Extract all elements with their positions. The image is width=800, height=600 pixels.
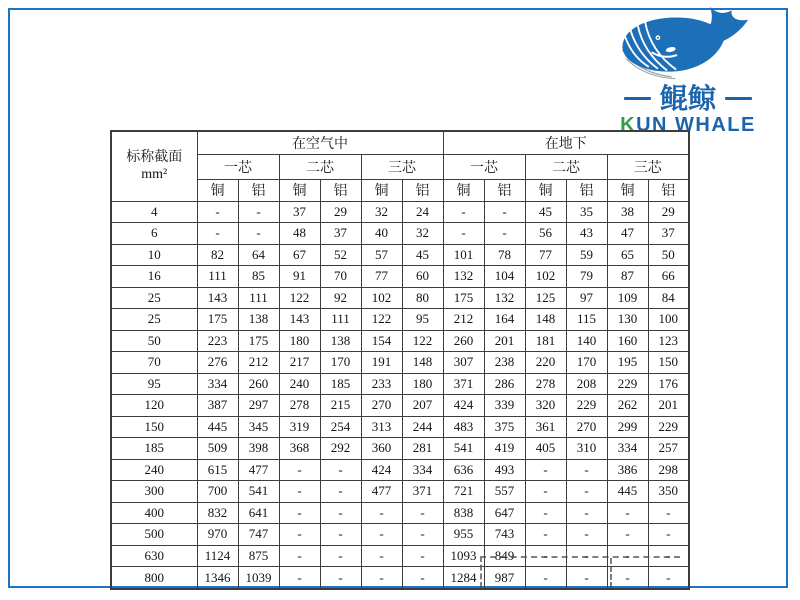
- value-cell: 260: [443, 330, 484, 352]
- logo-en-rest: UN WHALE: [636, 114, 756, 137]
- core-header: 三芯: [361, 154, 443, 179]
- value-cell: 220: [525, 352, 566, 374]
- value-cell: 238: [484, 352, 525, 374]
- material-header: 铜: [279, 179, 320, 201]
- logo-cn-text: 鲲鲸: [659, 83, 716, 114]
- value-cell: 37: [320, 223, 361, 245]
- value-cell: 445: [607, 481, 648, 503]
- value-cell: 405: [525, 438, 566, 460]
- value-cell: 483: [443, 416, 484, 438]
- value-cell: 148: [525, 309, 566, 331]
- logo: [590, 4, 786, 137]
- size-cell: 95: [111, 373, 197, 395]
- value-cell: 143: [197, 287, 238, 309]
- value-cell: 77: [525, 244, 566, 266]
- value-cell: 201: [484, 330, 525, 352]
- value-cell: -: [320, 459, 361, 481]
- logo-en-lead: K: [620, 114, 637, 137]
- value-cell: 299: [607, 416, 648, 438]
- value-cell: 24: [402, 201, 443, 223]
- value-cell: -: [238, 223, 279, 245]
- value-cell: 101: [443, 244, 484, 266]
- value-cell: 60: [402, 266, 443, 288]
- value-cell: -: [607, 524, 648, 546]
- value-cell: -: [443, 201, 484, 223]
- value-cell: 260: [238, 373, 279, 395]
- value-cell: -: [320, 502, 361, 524]
- value-cell: 140: [566, 330, 607, 352]
- value-cell: 1124: [197, 545, 238, 567]
- value-cell: 104: [484, 266, 525, 288]
- value-cell: 1039: [238, 567, 279, 589]
- core-header: 二芯: [525, 154, 607, 179]
- value-cell: 59: [566, 244, 607, 266]
- value-cell: 371: [402, 481, 443, 503]
- material-header: 铝: [238, 179, 279, 201]
- value-cell: 509: [197, 438, 238, 460]
- material-header: 铝: [648, 179, 689, 201]
- value-cell: -: [525, 545, 566, 567]
- value-cell: 176: [648, 373, 689, 395]
- value-cell: 334: [607, 438, 648, 460]
- value-cell: 181: [525, 330, 566, 352]
- value-cell: 160: [607, 330, 648, 352]
- value-cell: 276: [197, 352, 238, 374]
- size-cell: 150: [111, 416, 197, 438]
- value-cell: 191: [361, 352, 402, 374]
- size-cell: 16: [111, 266, 197, 288]
- value-cell: 70: [320, 266, 361, 288]
- table-row: [111, 266, 689, 288]
- value-cell: 334: [402, 459, 443, 481]
- value-cell: 130: [607, 309, 648, 331]
- value-cell: 636: [443, 459, 484, 481]
- value-cell: 229: [607, 373, 648, 395]
- table-row: [111, 459, 689, 481]
- value-cell: 102: [361, 287, 402, 309]
- table-row: [111, 223, 689, 245]
- value-cell: 115: [566, 309, 607, 331]
- value-cell: 541: [443, 438, 484, 460]
- header-row-materials: [111, 179, 689, 201]
- value-cell: 970: [197, 524, 238, 546]
- value-cell: 1093: [443, 545, 484, 567]
- size-cell: 25: [111, 309, 197, 331]
- value-cell: 254: [320, 416, 361, 438]
- value-cell: 307: [443, 352, 484, 374]
- corner-header-line2: mm²: [141, 167, 168, 183]
- material-header: 铝: [484, 179, 525, 201]
- size-cell: 400: [111, 502, 197, 524]
- core-header: 二芯: [279, 154, 361, 179]
- ampacity-table: [110, 130, 690, 590]
- table-row: [111, 416, 689, 438]
- table-row: [111, 309, 689, 331]
- value-cell: -: [361, 545, 402, 567]
- value-cell: 229: [566, 395, 607, 417]
- material-header: 铝: [320, 179, 361, 201]
- value-cell: 87: [607, 266, 648, 288]
- whale-icon: [602, 4, 774, 86]
- value-cell: 111: [320, 309, 361, 331]
- core-header: 一芯: [197, 154, 279, 179]
- value-cell: 122: [361, 309, 402, 331]
- table-row: [111, 287, 689, 309]
- table-row: [111, 244, 689, 266]
- value-cell: 743: [484, 524, 525, 546]
- spec-table: [110, 130, 690, 590]
- header-row-cores: [111, 154, 689, 179]
- material-header: 铝: [566, 179, 607, 201]
- table-row: [111, 481, 689, 503]
- value-cell: -: [279, 481, 320, 503]
- value-cell: 424: [361, 459, 402, 481]
- value-cell: 212: [443, 309, 484, 331]
- value-cell: 292: [320, 438, 361, 460]
- value-cell: 32: [361, 201, 402, 223]
- size-cell: 185: [111, 438, 197, 460]
- value-cell: 229: [648, 416, 689, 438]
- value-cell: 832: [197, 502, 238, 524]
- value-cell: 849: [484, 545, 525, 567]
- size-cell: 10: [111, 244, 197, 266]
- value-cell: 95: [402, 309, 443, 331]
- value-cell: 48: [279, 223, 320, 245]
- value-cell: 278: [279, 395, 320, 417]
- value-cell: 100: [648, 309, 689, 331]
- value-cell: 85: [238, 266, 279, 288]
- value-cell: -: [566, 545, 607, 567]
- value-cell: 50: [648, 244, 689, 266]
- value-cell: 361: [525, 416, 566, 438]
- value-cell: 40: [361, 223, 402, 245]
- value-cell: -: [320, 567, 361, 589]
- value-cell: 138: [238, 309, 279, 331]
- corner-header: [111, 131, 197, 201]
- material-header: 铝: [402, 179, 443, 201]
- value-cell: 175: [443, 287, 484, 309]
- value-cell: 175: [197, 309, 238, 331]
- value-cell: 154: [361, 330, 402, 352]
- size-cell: 6: [111, 223, 197, 245]
- value-cell: 371: [443, 373, 484, 395]
- value-cell: 138: [320, 330, 361, 352]
- value-cell: 195: [607, 352, 648, 374]
- size-cell: 800: [111, 567, 197, 589]
- value-cell: 215: [320, 395, 361, 417]
- value-cell: 38: [607, 201, 648, 223]
- value-cell: 164: [484, 309, 525, 331]
- value-cell: -: [648, 567, 689, 589]
- material-header: 铜: [361, 179, 402, 201]
- value-cell: -: [238, 201, 279, 223]
- value-cell: -: [525, 567, 566, 589]
- value-cell: 65: [607, 244, 648, 266]
- value-cell: 122: [279, 287, 320, 309]
- table-row: [111, 201, 689, 223]
- value-cell: 445: [197, 416, 238, 438]
- value-cell: -: [402, 502, 443, 524]
- value-cell: 109: [607, 287, 648, 309]
- value-cell: 84: [648, 287, 689, 309]
- table-row: [111, 524, 689, 546]
- value-cell: 747: [238, 524, 279, 546]
- value-cell: 257: [648, 438, 689, 460]
- size-cell: 300: [111, 481, 197, 503]
- value-cell: 66: [648, 266, 689, 288]
- value-cell: 647: [484, 502, 525, 524]
- value-cell: 43: [566, 223, 607, 245]
- value-cell: -: [525, 502, 566, 524]
- size-cell: 4: [111, 201, 197, 223]
- value-cell: 875: [238, 545, 279, 567]
- value-cell: 47: [607, 223, 648, 245]
- value-cell: 398: [238, 438, 279, 460]
- table-row: [111, 502, 689, 524]
- value-cell: -: [648, 524, 689, 546]
- value-cell: 79: [566, 266, 607, 288]
- size-cell: 500: [111, 524, 197, 546]
- table-row: [111, 373, 689, 395]
- value-cell: 52: [320, 244, 361, 266]
- value-cell: 313: [361, 416, 402, 438]
- logo-dash-right: [725, 97, 752, 100]
- value-cell: 270: [361, 395, 402, 417]
- value-cell: 207: [402, 395, 443, 417]
- value-cell: 102: [525, 266, 566, 288]
- value-cell: 80: [402, 287, 443, 309]
- value-cell: -: [525, 481, 566, 503]
- value-cell: 180: [402, 373, 443, 395]
- value-cell: 122: [402, 330, 443, 352]
- value-cell: -: [402, 567, 443, 589]
- corner-header-line1: 标称截面: [126, 149, 183, 165]
- table-row: [111, 567, 689, 589]
- value-cell: 641: [238, 502, 279, 524]
- value-cell: 223: [197, 330, 238, 352]
- value-cell: 310: [566, 438, 607, 460]
- header-row-groups: [111, 131, 689, 154]
- value-cell: -: [279, 545, 320, 567]
- value-cell: 350: [648, 481, 689, 503]
- value-cell: 91: [279, 266, 320, 288]
- value-cell: 386: [607, 459, 648, 481]
- value-cell: 557: [484, 481, 525, 503]
- value-cell: 77: [361, 266, 402, 288]
- value-cell: 170: [566, 352, 607, 374]
- value-cell: 419: [484, 438, 525, 460]
- value-cell: -: [443, 223, 484, 245]
- value-cell: 240: [279, 373, 320, 395]
- value-cell: 64: [238, 244, 279, 266]
- value-cell: 375: [484, 416, 525, 438]
- size-cell: 120: [111, 395, 197, 417]
- value-cell: 111: [238, 287, 279, 309]
- value-cell: 721: [443, 481, 484, 503]
- value-cell: -: [607, 567, 648, 589]
- value-cell: -: [361, 502, 402, 524]
- value-cell: 212: [238, 352, 279, 374]
- value-cell: 132: [484, 287, 525, 309]
- value-cell: 92: [320, 287, 361, 309]
- table-row: [111, 395, 689, 417]
- material-header: 铜: [607, 179, 648, 201]
- value-cell: -: [197, 201, 238, 223]
- table-row: [111, 330, 689, 352]
- value-cell: -: [648, 545, 689, 567]
- value-cell: -: [320, 545, 361, 567]
- value-cell: -: [320, 524, 361, 546]
- material-header: 铜: [197, 179, 238, 201]
- logo-dash-left: [624, 97, 651, 100]
- value-cell: 1346: [197, 567, 238, 589]
- value-cell: 148: [402, 352, 443, 374]
- value-cell: -: [525, 524, 566, 546]
- value-cell: 339: [484, 395, 525, 417]
- value-cell: 838: [443, 502, 484, 524]
- value-cell: 125: [525, 287, 566, 309]
- value-cell: 29: [648, 201, 689, 223]
- size-cell: 25: [111, 287, 197, 309]
- value-cell: -: [402, 524, 443, 546]
- value-cell: 45: [525, 201, 566, 223]
- value-cell: 1284: [443, 567, 484, 589]
- value-cell: 208: [566, 373, 607, 395]
- value-cell: 320: [525, 395, 566, 417]
- value-cell: -: [279, 567, 320, 589]
- value-cell: 37: [279, 201, 320, 223]
- value-cell: 298: [648, 459, 689, 481]
- value-cell: -: [361, 567, 402, 589]
- value-cell: 368: [279, 438, 320, 460]
- value-cell: -: [279, 524, 320, 546]
- value-cell: -: [566, 567, 607, 589]
- value-cell: 45: [402, 244, 443, 266]
- value-cell: 123: [648, 330, 689, 352]
- value-cell: -: [525, 459, 566, 481]
- value-cell: 244: [402, 416, 443, 438]
- value-cell: 217: [279, 352, 320, 374]
- value-cell: -: [279, 459, 320, 481]
- group-header: 在地下: [443, 131, 689, 154]
- value-cell: 201: [648, 395, 689, 417]
- value-cell: 67: [279, 244, 320, 266]
- value-cell: 387: [197, 395, 238, 417]
- value-cell: 35: [566, 201, 607, 223]
- value-cell: -: [607, 545, 648, 567]
- value-cell: 424: [443, 395, 484, 417]
- value-cell: 233: [361, 373, 402, 395]
- value-cell: -: [484, 223, 525, 245]
- value-cell: 700: [197, 481, 238, 503]
- value-cell: 37: [648, 223, 689, 245]
- value-cell: -: [566, 481, 607, 503]
- value-cell: 615: [197, 459, 238, 481]
- table-row: [111, 352, 689, 374]
- value-cell: 477: [238, 459, 279, 481]
- table-body: [111, 201, 689, 589]
- value-cell: -: [566, 524, 607, 546]
- material-header: 铜: [525, 179, 566, 201]
- value-cell: 360: [361, 438, 402, 460]
- value-cell: 270: [566, 416, 607, 438]
- value-cell: 170: [320, 352, 361, 374]
- value-cell: 297: [238, 395, 279, 417]
- value-cell: 57: [361, 244, 402, 266]
- value-cell: 111: [197, 266, 238, 288]
- value-cell: -: [607, 502, 648, 524]
- value-cell: 477: [361, 481, 402, 503]
- value-cell: -: [566, 502, 607, 524]
- value-cell: 180: [279, 330, 320, 352]
- value-cell: 987: [484, 567, 525, 589]
- value-cell: 78: [484, 244, 525, 266]
- core-header: 三芯: [607, 154, 689, 179]
- logo-cn-row: [624, 84, 752, 113]
- value-cell: 132: [443, 266, 484, 288]
- group-header: 在空气中: [197, 131, 443, 154]
- value-cell: 281: [402, 438, 443, 460]
- size-cell: 50: [111, 330, 197, 352]
- value-cell: 82: [197, 244, 238, 266]
- table-row: [111, 438, 689, 460]
- value-cell: 185: [320, 373, 361, 395]
- value-cell: 541: [238, 481, 279, 503]
- value-cell: 334: [197, 373, 238, 395]
- value-cell: 493: [484, 459, 525, 481]
- value-cell: -: [320, 481, 361, 503]
- value-cell: 955: [443, 524, 484, 546]
- value-cell: -: [566, 459, 607, 481]
- value-cell: 150: [648, 352, 689, 374]
- table-row: [111, 545, 689, 567]
- value-cell: -: [402, 545, 443, 567]
- value-cell: 56: [525, 223, 566, 245]
- value-cell: 143: [279, 309, 320, 331]
- value-cell: 175: [238, 330, 279, 352]
- value-cell: 278: [525, 373, 566, 395]
- value-cell: 97: [566, 287, 607, 309]
- value-cell: 319: [279, 416, 320, 438]
- value-cell: 345: [238, 416, 279, 438]
- size-cell: 70: [111, 352, 197, 374]
- core-header: 一芯: [443, 154, 525, 179]
- size-cell: 240: [111, 459, 197, 481]
- value-cell: -: [279, 502, 320, 524]
- value-cell: 286: [484, 373, 525, 395]
- size-cell: 630: [111, 545, 197, 567]
- value-cell: 262: [607, 395, 648, 417]
- value-cell: -: [197, 223, 238, 245]
- value-cell: -: [484, 201, 525, 223]
- value-cell: -: [361, 524, 402, 546]
- material-header: 铜: [443, 179, 484, 201]
- value-cell: 29: [320, 201, 361, 223]
- table-header: [111, 131, 689, 201]
- value-cell: -: [648, 502, 689, 524]
- value-cell: 32: [402, 223, 443, 245]
